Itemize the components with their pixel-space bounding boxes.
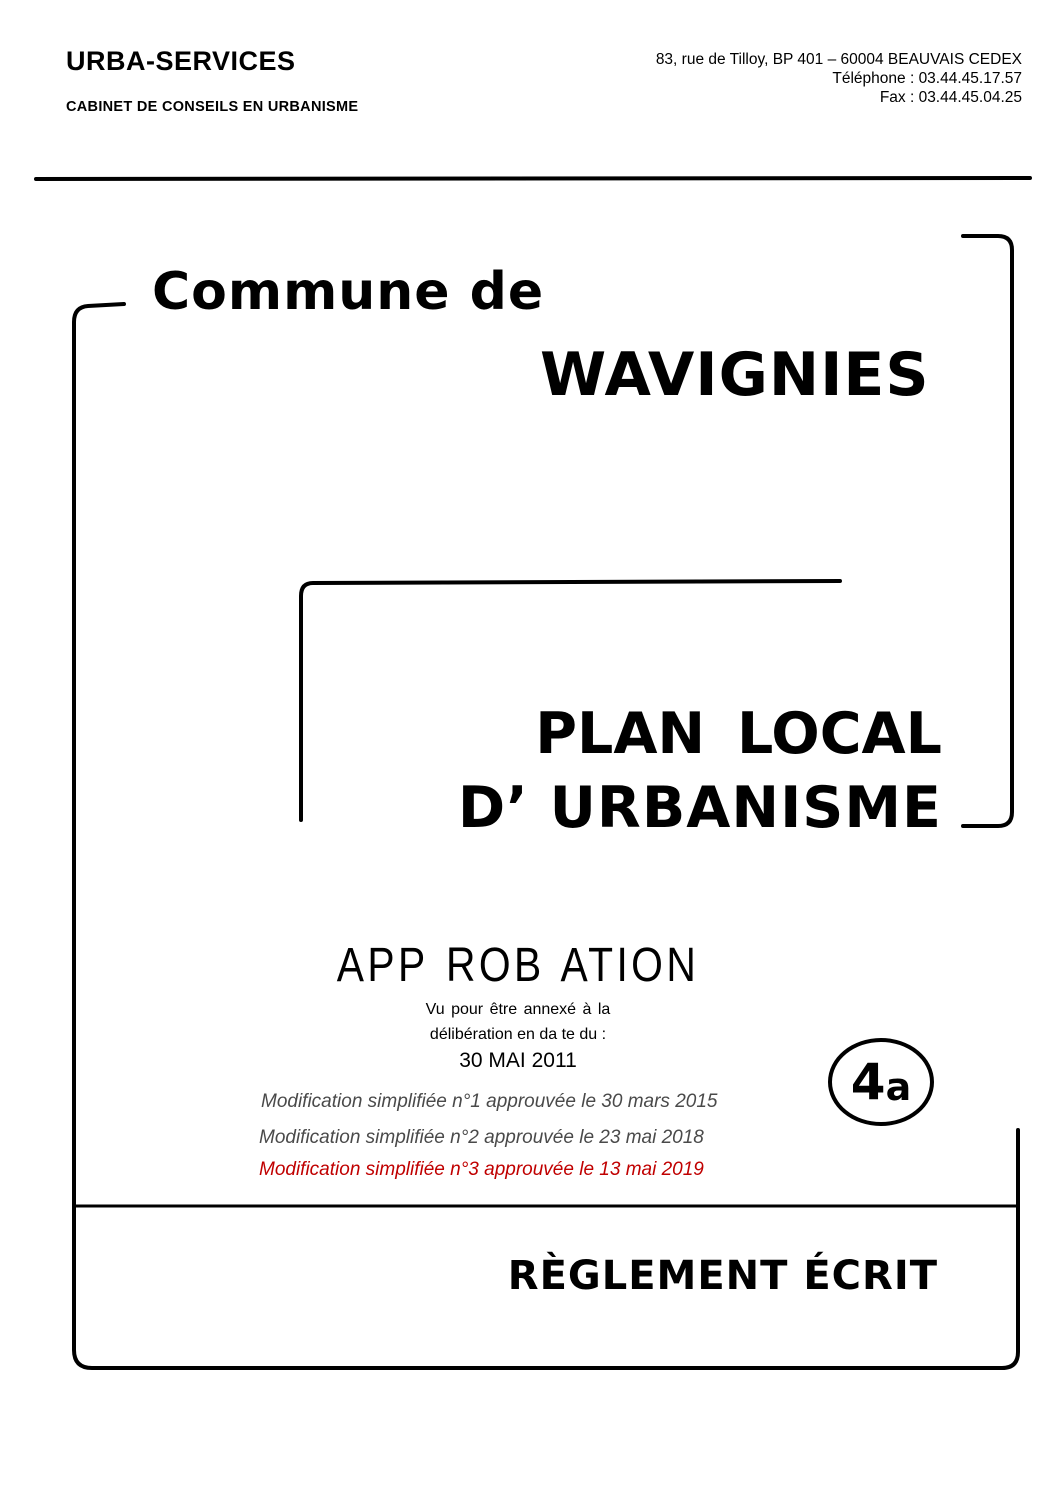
approbation-heading: APP ROB ATION bbox=[336, 939, 700, 992]
company-address: 83, rue de Tilloy, BP 401 – 60004 BEAUVAIS CEDEX bbox=[655, 51, 1022, 68]
approval-date: 30 MAI 2011 bbox=[459, 1049, 577, 1072]
header-divider bbox=[36, 178, 1030, 179]
document-title: RÈGLEMENT ÉCRIT bbox=[507, 1253, 938, 1299]
commune-label: Commune de bbox=[152, 262, 545, 322]
plan-title-line-2: D’ URBANISME bbox=[457, 775, 942, 841]
plan-title-line-1: PLAN LOCAL bbox=[535, 701, 942, 767]
modification-line: Modification simplifiée n°1 approuvée le 30 mars 2015 bbox=[261, 1091, 718, 1112]
annex-note-line-1: Vu pour être annexé à la bbox=[425, 1001, 611, 1018]
annex-note-line-2: délibération en da te du : bbox=[429, 1026, 607, 1043]
company-name: URBA-SERVICES bbox=[66, 46, 296, 76]
company-phone: Téléphone : 03.44.45.17.57 bbox=[832, 70, 1022, 87]
company-subtitle: CABINET DE CONSEILS EN URBANISME bbox=[66, 99, 359, 115]
modification-line: Modification simplifiée n°2 approuvée le 23 mai 2018 bbox=[259, 1127, 704, 1148]
document-number: 4 bbox=[850, 1053, 886, 1111]
document-letter: a bbox=[885, 1065, 912, 1109]
modification-line: Modification simplifiée n°3 approuvée le 13 mai 2019 bbox=[259, 1159, 704, 1180]
right-bracket bbox=[963, 236, 1012, 826]
document-number-badge bbox=[828, 1038, 934, 1126]
company-fax: Fax : 03.44.45.04.25 bbox=[879, 89, 1022, 106]
commune-name: WAVIGNIES bbox=[540, 340, 930, 410]
